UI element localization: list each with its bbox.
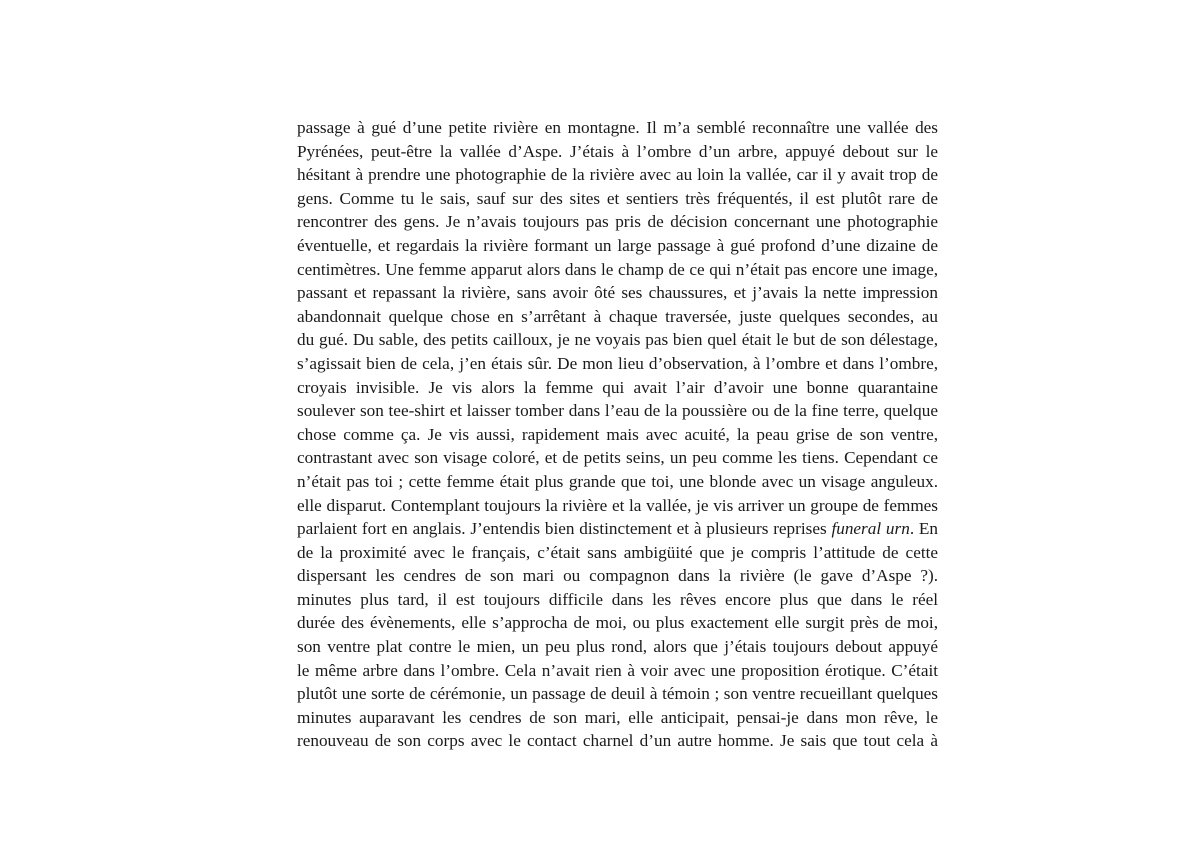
text-line: rencontrer des gens. Je n’avais toujours pas pris de décision concernant une photographie bbox=[297, 212, 938, 232]
text-line: gens. Comme tu le sais, sauf sur des sites et sentiers très fréquentés, il est plutôt rare de bbox=[297, 188, 938, 208]
text-line: minutes auparavant les cendres de son mari, elle anticipait, pensai-je dans mon rêve, le bbox=[297, 707, 938, 727]
text-line: plutôt une sorte de cérémonie, un passage de deuil à témoin ; son ventre recueillant quelques bbox=[297, 684, 938, 704]
text-line: le même arbre dans l’ombre. Cela n’avait rien à voir avec une proposition érotique. C’était bbox=[297, 660, 938, 680]
body-text bbox=[297, 116, 938, 753]
text-line: abandonnait quelque chose en s’arrêtant à chaque traversée, juste quelques secondes, au bbox=[297, 306, 938, 326]
italic-phrase: funeral urn bbox=[831, 519, 910, 539]
text-segment: parlaient fort en anglais. J’entendis bien distinctement et à plusieurs reprises bbox=[297, 519, 832, 539]
text-segment: . En bbox=[909, 519, 938, 539]
text-line-with-italic bbox=[297, 517, 938, 541]
text-line: minutes plus tard, il est toujours difficile dans les rêves encore plus que dans le réel bbox=[297, 589, 938, 609]
text-line: soulever son tee-shirt et laisser tomber dans l’eau de la poussière ou de la fine terre, quelque bbox=[297, 401, 938, 421]
text-line: Pyrénées, peut-être la vallée d’Aspe. J’étais à l’ombre d’un arbre, appuyé debout sur le bbox=[297, 141, 938, 161]
text-line: du gué. Du sable, des petits cailloux, je ne voyais pas bien quel était le but de son délestage, bbox=[297, 330, 938, 350]
text-line: contrastant avec son visage coloré, et de petits seins, un peu comme les tiens. Cependant ce bbox=[297, 448, 938, 468]
text-line: hésitant à prendre une photographie de la rivière avec au loin la vallée, car il y avait trop de bbox=[297, 165, 938, 185]
text-line: croyais invisible. Je vis alors la femme qui avait l’air d’avoir une bonne quarantaine bbox=[297, 377, 938, 397]
text-line: de la proximité avec le français, c’était sans ambigüité que je compris l’attitude de cette bbox=[297, 542, 938, 562]
text-line: passage à gué d’une petite rivière en montagne. Il m’a semblé reconnaître une vallée des bbox=[297, 118, 938, 137]
text-line: passant et repassant la rivière, sans avoir ôté ses chaussures, et j’avais la nette impression bbox=[297, 283, 938, 303]
text-line: renouveau de son corps avec le contact charnel d’un autre homme. Je sais que tout cela à bbox=[297, 731, 938, 751]
text-line: durée des évènements, elle s’approcha de moi, ou plus exactement elle surgit près de moi, bbox=[297, 613, 938, 633]
text-line: s’agissait bien de cela, j’en étais sûr. De mon lieu d’observation, à l’ombre et dans l’ombre, bbox=[297, 353, 938, 373]
text-line: dispersant les cendres de son mari ou compagnon dans la rivière (le gave d’Aspe ?). bbox=[297, 566, 938, 586]
text-line: centimètres. Une femme apparut alors dans le champ de ce qui n’était pas encore une image, bbox=[297, 259, 938, 279]
text-line: chose comme ça. Je vis aussi, rapidement mais avec acuité, la peau grise de son ventre, bbox=[297, 424, 938, 444]
text-line: elle disparut. Contemplant toujours la rivière et la vallée, je vis arriver un groupe de femmes bbox=[297, 495, 938, 515]
text-line: n’était pas toi ; cette femme était plus grande que toi, une blonde avec un visage anguleux. bbox=[297, 471, 938, 491]
text-line: éventuelle, et regardais la rivière formant un large passage à gué profond d’une dizaine de bbox=[297, 235, 938, 255]
text-line: son ventre plat contre le mien, un peu plus rond, alors que j’étais toujours debout appuyé bbox=[297, 637, 938, 657]
